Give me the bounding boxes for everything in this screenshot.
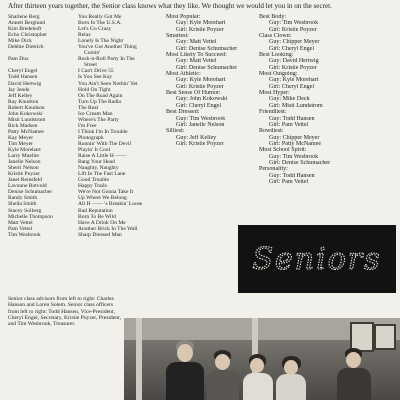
favorite-song-continued: Street	[84, 62, 97, 69]
favorite-song: Sharp Dressed Man	[78, 231, 122, 238]
favorite-song: Happy Trails	[78, 183, 107, 190]
favorite-song: Born To Be Wild	[78, 213, 116, 220]
favorite-song: Another Brick In The Wall	[78, 225, 138, 232]
favorite-song: Have A Drink On Me	[78, 219, 126, 226]
superlative-winner: Guy: Todd Hansen	[269, 172, 315, 179]
favorite-song: Runnin' With The Devil	[78, 140, 132, 147]
superlative-category: Best Dressed:	[166, 109, 200, 116]
favorite-song: Ice Cream Man	[78, 110, 113, 117]
superlative-winner: Guy: Chipper Meyer	[269, 39, 320, 46]
senior-name: Matt Vettel	[8, 219, 33, 226]
superlative-category: Most Outgoing:	[259, 71, 298, 78]
superlative-winner: Girl: Cheryl Engel	[269, 45, 315, 52]
superlative-category: Smartest:	[166, 33, 189, 40]
superlatives-middle-column	[166, 14, 250, 147]
favorite-song: Naughty, Naughty	[78, 165, 119, 172]
superlative-winner: Girl: Cheryl Engel	[176, 102, 222, 109]
senior-name: Annett Berglund	[8, 20, 46, 27]
superlative-category: Silliest:	[166, 128, 185, 135]
superlative-winner: Guy: David Hertwig	[269, 58, 319, 65]
senior-name: Pam Dux	[8, 56, 29, 63]
superlative-category: Most Likely To Succeed:	[166, 52, 227, 59]
senior-name: David Hertwig	[8, 80, 42, 87]
senior-name: Lavonne Rotvold	[8, 183, 47, 190]
superlative-category: Best Sense Of Humor:	[166, 90, 221, 97]
superlative-winner: Girl: Janelle Nelson	[176, 121, 225, 128]
favorite-song: Is You See Kay	[78, 74, 113, 81]
favorite-song: Relax	[78, 32, 91, 39]
superlative-winner: Girl: Kristie Poyzer	[269, 26, 317, 33]
superlative-winner: Guy: John Kokowski	[176, 96, 228, 103]
superlative-winner: Guy: Tim Wesbrook	[176, 115, 226, 122]
superlative-winner: Guy: Tim Wesbrook	[269, 20, 319, 27]
favorite-song: Where's The Party	[78, 116, 119, 123]
favorite-song: The Real	[78, 104, 99, 111]
senior-name: Kim Bredehoft	[8, 26, 42, 33]
superlative-winner: Girl: Denise Schumacher	[176, 64, 238, 71]
favorite-song: I'm Free	[78, 122, 97, 129]
photo-caption: Senior class advisors from left to right: Charles Hanson and Loren Solem. Senior class officers from left to right: Todd Hansen, Vice-President, Cheryl Engel, Secretary, Kristie Poyzer, President, and Tim Wesbrook, Treasurer.	[8, 296, 121, 327]
favorite-song: All H —— 's Breakin' Loose	[78, 201, 143, 208]
superlative-category: Most Hyper:	[259, 90, 290, 97]
senior-name: Janet Reinsfeld	[8, 177, 43, 184]
senior-name: Pam Vettel	[8, 225, 33, 232]
senior-name: Misti Lundstrom	[8, 116, 46, 123]
senior-name: John Kokowski	[8, 110, 43, 117]
favorite-song: You've Got Another Thing	[78, 44, 137, 51]
favorite-song: Playin' It Cool	[78, 147, 111, 154]
superlative-category: Friendliest:	[259, 109, 287, 116]
favorite-song: On The Road Again	[78, 92, 123, 99]
superlative-category: Best Body:	[259, 14, 287, 20]
favorite-song: I Think I'm In Trouble	[78, 128, 128, 135]
favorite-song: Photograph	[78, 134, 104, 141]
senior-name: Kristie Poyzer	[8, 171, 40, 178]
seniors-banner	[238, 225, 396, 293]
senior-name: Todd Hansen	[8, 74, 38, 81]
senior-name: Denise Schumacher	[8, 189, 53, 196]
senior-name: Robert Knudson	[8, 104, 45, 111]
favorite-song: I Can't Drive 55	[78, 68, 114, 75]
favorite-song: Turn Up The Radio	[78, 98, 122, 105]
senior-name: Sherri Nelson	[8, 165, 39, 172]
senior-name: Patty McNamee	[8, 128, 44, 135]
senior-name: Stacey Solberg	[8, 207, 42, 214]
superlative-winner: Girl: Cheryl Engel	[269, 83, 315, 90]
superlative-winner: Girl: Pam Vettel	[269, 121, 309, 128]
senior-name: Randy Smith	[8, 195, 38, 202]
superlative-category: Most Popular:	[166, 14, 201, 20]
favorite-song: Raise A Little H ——	[78, 153, 127, 160]
superlative-winner: Guy: Mike Deck	[269, 96, 310, 103]
superlative-winner: Guy: Matt Vettel	[176, 39, 217, 46]
senior-name: Debbie Dietrich	[8, 44, 44, 51]
senior-name: Ray Knudson	[8, 98, 39, 105]
senior-name: Tim Meyer	[8, 140, 33, 147]
favorite-song: Good Trouble	[78, 177, 109, 184]
senior-name: Tim Wesbrook	[8, 231, 41, 238]
superlative-winner: Guy: Chipper Meyer	[269, 134, 320, 141]
favorite-song: Hold On Tight	[78, 86, 111, 93]
superlative-winner: Girl: Denise Schumacher	[269, 159, 331, 166]
senior-name: Jay Jende	[8, 86, 30, 93]
favorite-song: Let's Go Crazy	[78, 26, 112, 33]
senior-name: Larry Mueller	[8, 153, 40, 160]
superlative-winner: Girl: Pam Vettel	[269, 178, 309, 185]
superlative-category: Most Athletic:	[166, 71, 201, 78]
senior-name: Sharlene Berg	[8, 14, 40, 20]
superlative-winner: Girl: Denise Schumacher	[176, 45, 238, 52]
senior-name: Mike Dick	[8, 38, 32, 45]
senior-name: Rick Madsen	[8, 122, 38, 129]
senior-names-column	[8, 14, 78, 238]
senior-name: Cheryl Engel	[8, 68, 38, 75]
senior-name: Jeff Kelley	[8, 92, 33, 99]
favorite-songs-column	[78, 14, 166, 238]
intro-text: After thirteen years together, the Senior class knows what they like. We thought we would let you in on the secret.	[8, 2, 332, 10]
superlative-category: Most School Spirit:	[259, 147, 307, 154]
superlative-winner: Guy: Matt Vettel	[176, 58, 217, 65]
superlative-winner: Girl: Patty McNamee	[269, 140, 322, 147]
favorite-song: We're Not Gonna Take It	[78, 189, 134, 196]
superlative-winner: Guy: Todd Hansen	[269, 115, 315, 122]
senior-name: Kay Meyer	[8, 134, 34, 141]
superlative-winner: Girl: Kristie Poyzer	[176, 26, 224, 33]
senior-name: Kyle Morehart	[8, 147, 41, 154]
class-officers-photo	[124, 318, 400, 400]
superlative-winner: Girl: Kristie Poyzer	[176, 83, 224, 90]
seniors-banner-lettering	[242, 229, 392, 289]
favorite-song: Bang Your Head	[78, 159, 115, 166]
superlative-winner: Guy: Kyle Morehart	[269, 77, 319, 84]
senior-name: Echo Christopher	[8, 32, 47, 39]
favorite-song: Lonely Is The Night	[78, 38, 124, 45]
superlatives-right-column	[259, 14, 399, 185]
superlative-winner: Guy: Kyle Morehart	[176, 20, 226, 27]
superlative-category: Rowdiest:	[259, 128, 284, 135]
favorite-song-continued: Comin'	[84, 50, 101, 57]
senior-name: Janelle Nelson	[8, 159, 41, 166]
favorite-song: Rock-n-Roll Party In The	[78, 56, 135, 63]
superlative-winner: Guy: Jeff Kelley	[176, 134, 217, 141]
favorite-song: Lift In The Fast Lane	[78, 171, 126, 178]
favorite-song: You Really Got Me	[78, 14, 122, 20]
superlative-category: Personality:	[259, 166, 288, 173]
favorite-song: Bad Reputation	[78, 207, 113, 214]
superlative-winner: Girl: Misti Lundstrom	[269, 102, 323, 109]
favorite-song: You Ain't Seen Nothin' Yet	[78, 80, 138, 87]
senior-name: Michelle Thompson	[8, 213, 53, 220]
favorite-song: Up Where We Belong	[78, 195, 127, 202]
banner-text: Seniors	[252, 242, 382, 277]
superlative-category: Class Clown:	[259, 33, 292, 40]
superlative-winner: Girl: Kristie Poyzer	[176, 140, 224, 147]
superlative-winner: Girl: Kristie Poyzer	[269, 64, 317, 71]
superlative-category: Best Looking:	[259, 52, 294, 59]
favorite-song: Born In The U.S.A.	[78, 20, 122, 27]
superlative-winner: Guy: Tim Wesbrook	[269, 153, 319, 160]
superlative-winner: Guy: Kyle Morehart	[176, 77, 226, 84]
senior-name: Sheila Smith	[8, 201, 37, 208]
